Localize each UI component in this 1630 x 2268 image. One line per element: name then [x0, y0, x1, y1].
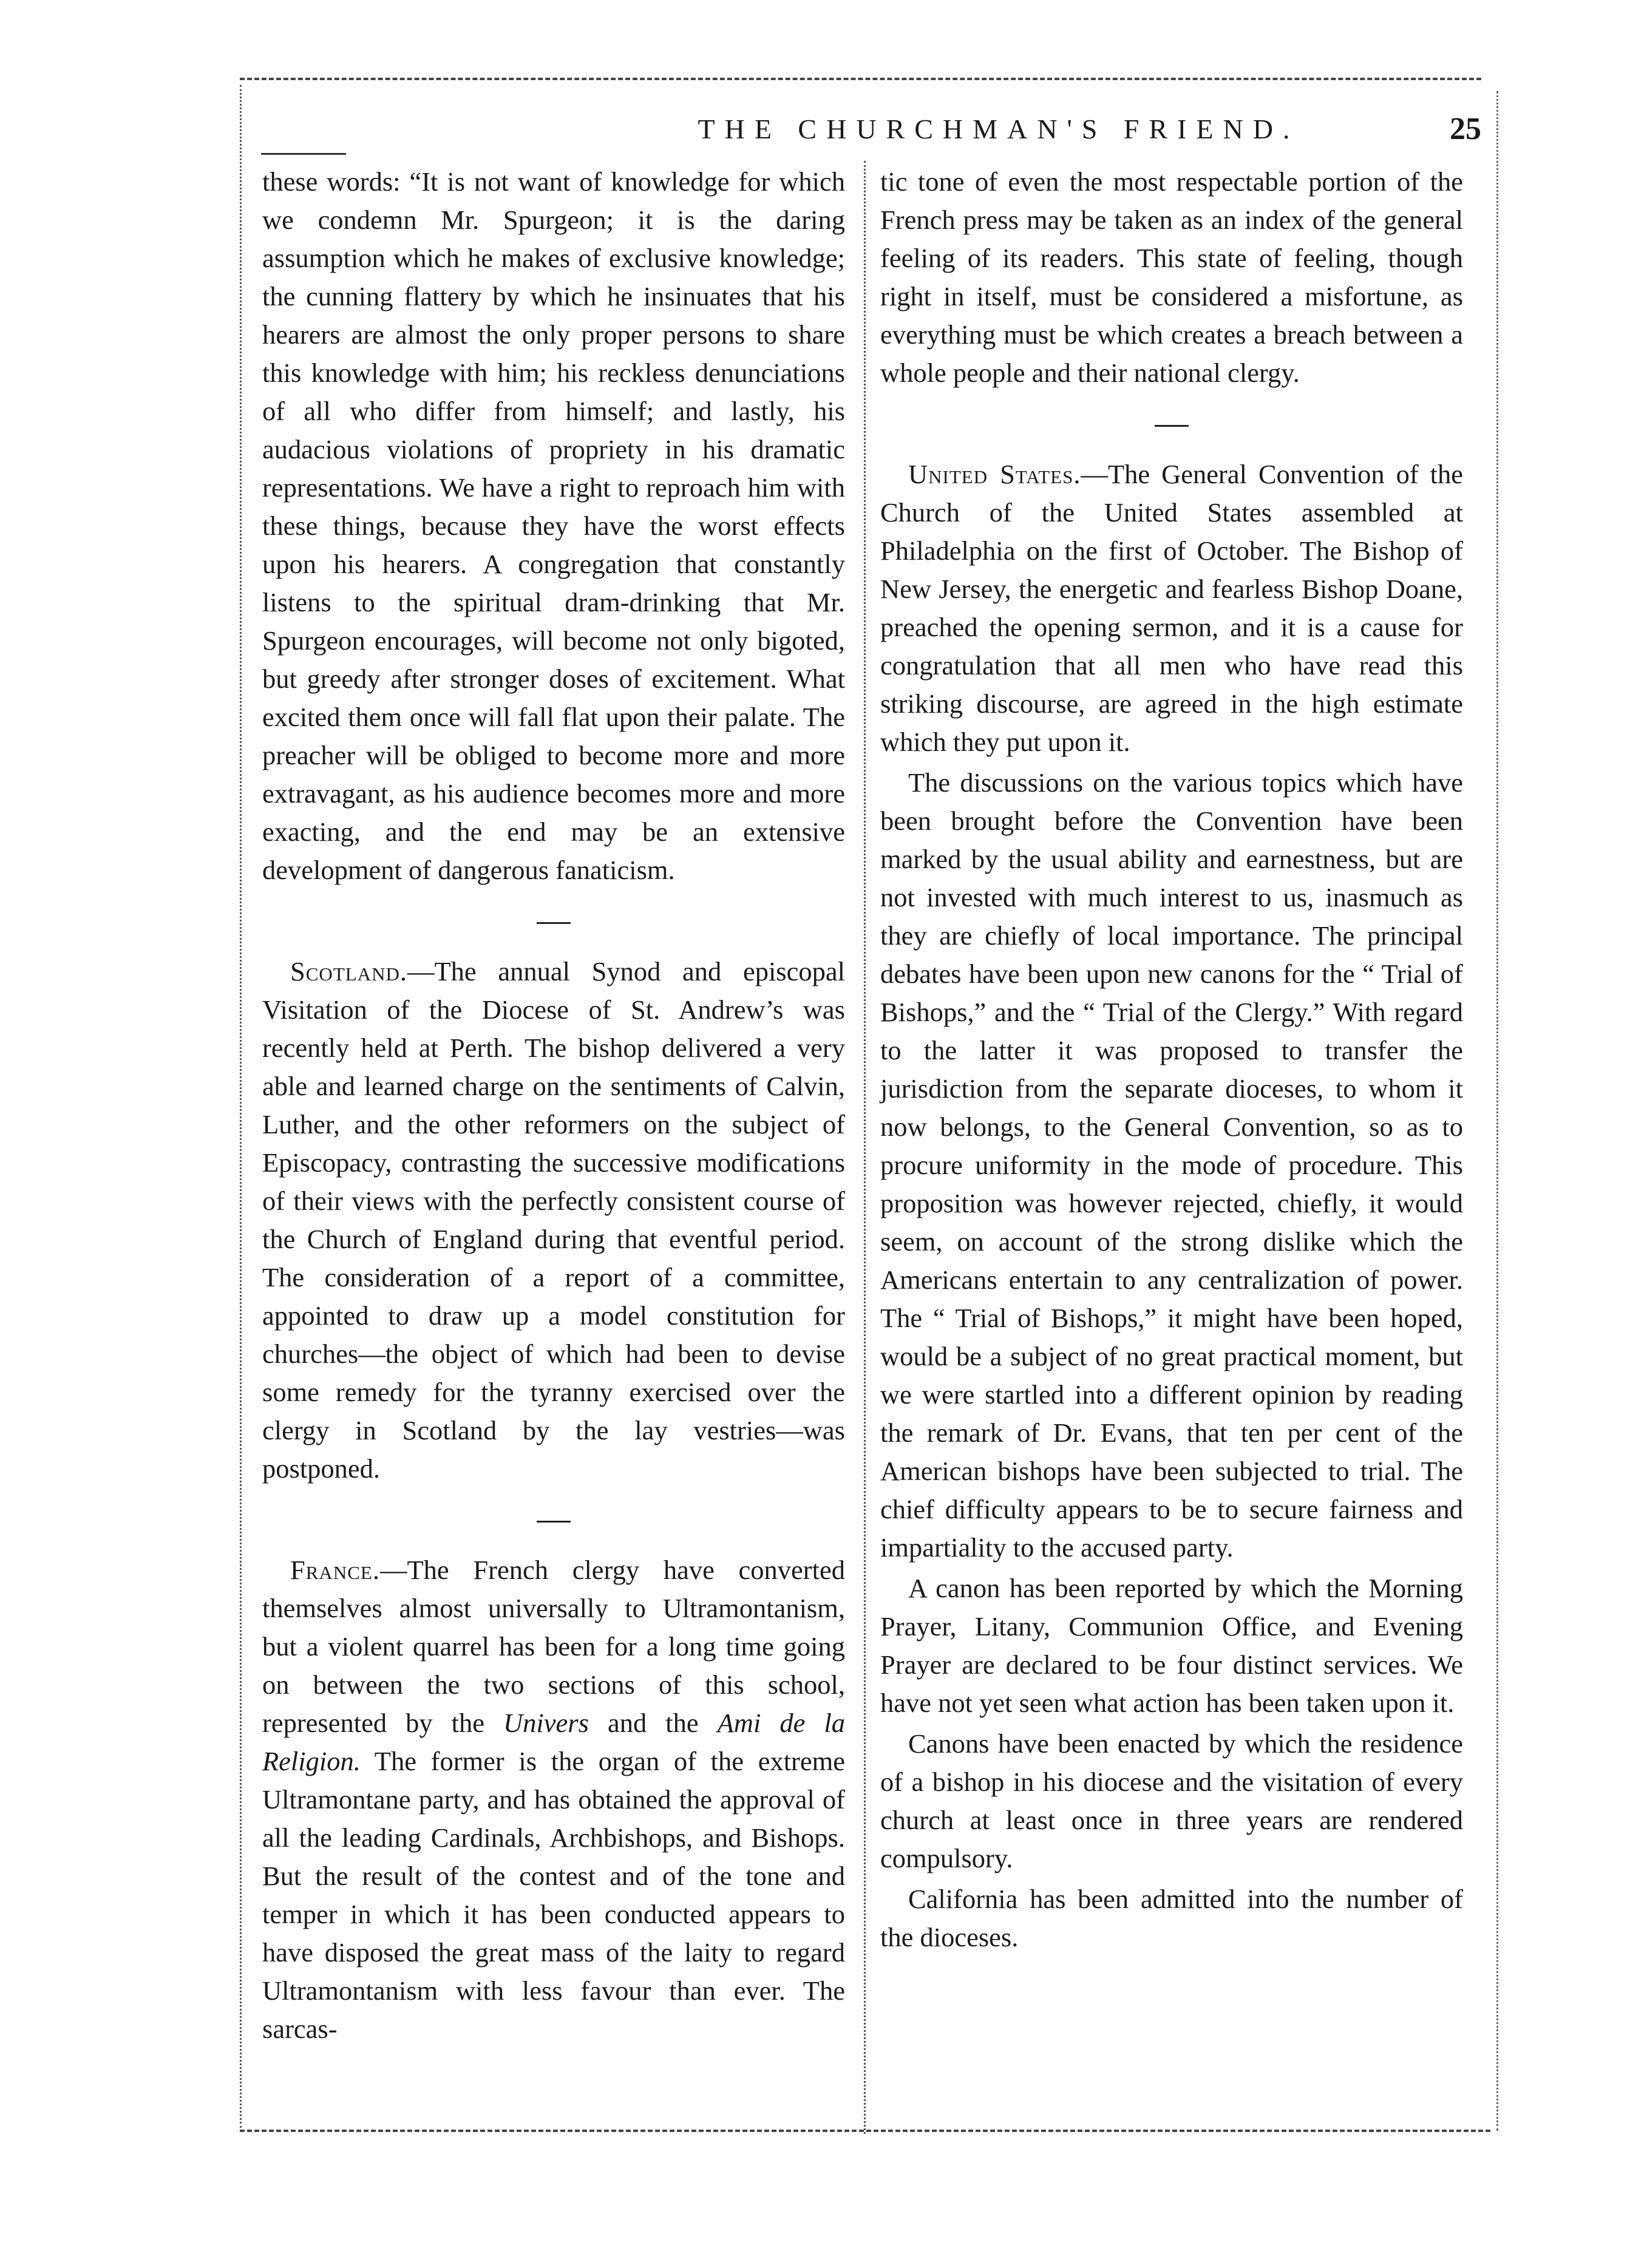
section-separator	[880, 392, 1463, 455]
header-rule	[261, 153, 346, 155]
column-divider	[864, 161, 866, 2134]
california-paragraph: California has been admitted into the number of the dioceses.	[880, 1884, 1463, 1952]
separator-rule	[1155, 425, 1189, 427]
france-heading: France.	[290, 1555, 380, 1585]
section-separator	[262, 889, 845, 952]
left-column	[262, 163, 845, 2048]
section-separator	[262, 1488, 845, 1551]
united-states-heading: United States.	[908, 459, 1081, 489]
france-continuation-paragraph: tic tone of even the most respectable portion of the French press may be taken as an index of the general feeling of its readers. This state of feeling, though right in itself, must be considered a misfortune, as everything must be which creates a breach between a whole people and their national clergy.	[880, 166, 1463, 388]
univers-title: Univers	[503, 1708, 589, 1738]
convention-discussions-paragraph: The discussions on the various topics which have been brought before the Convention have been marked by the usual ability and earnestness, but are not invested with much interest to us, inasmuch as they are chiefly of local importance. The principal debates have been upon new canons for the “ Trial of Bishops,” and the “ Trial of the Clergy.” With regard to the latter it was proposed to transfer the jurisdiction from the separate dioceses, to whom it now belongs, to the General Convention, so as to procure uniformity in the mode of procedure. This proposition was however rejected, chiefly, it would seem, on account of the strong dislike which the Americans entertain to any centralization of power. The “ Trial of Bishops,” it might have been hoped, would be a subject of no great practical moment, but we were startled into a different opinion by reading the remark of Dr. Evans, that ten per cent of the American bishops have been subjected to trial. The chief difficulty appears to be to secure fairness and impartiality to the accused party.	[880, 767, 1463, 1563]
running-head: THE CHURCHMAN'S FRIEND.	[698, 114, 1300, 144]
page-border-top	[240, 78, 1481, 80]
page-number: 25	[1450, 112, 1481, 146]
ami-de-la-religion-title: Ami de la Religion.	[262, 1708, 845, 1776]
page-border-right	[1496, 91, 1498, 2131]
canon-services-paragraph: A canon has been reported by which the Morning Prayer, Litany, Communion Office, and Evening Prayer are declared to be four distinct services. We have not yet seen what action has been taken upon it.	[880, 1573, 1463, 1718]
spurgeon-paragraph: these words: “It is not want of knowledge for which we condemn Mr. Spurgeon; it is the daring assumption which he makes of exclusive knowledge; the cunning flattery by which he insinuates that his hearers are almost the only proper persons to share this knowledge with him; his reckless denunciations of all who differ from himself; and lastly, his audacious violations of propriety in his dramatic representations. We have a right to reproach him with these things, because they have the worst effects upon his hearers. A congregation that constantly listens to the spiritual dram-drinking that Mr. Spurgeon encourages, will become not only bigoted, but greedy after stronger doses of excitement. What excited them once will fall flat upon their palate. The preacher will be obliged to become more and more extravagant, as his audience becomes more and more exacting, and the end may be an extensive development of dangerous fanaticism.	[262, 166, 845, 885]
united-states-body: —The General Convention of the Church of the United States assembled at Philadelphia on the first of October. The Bishop of New Jersey, the energetic and fearless Bishop Doane, preached the opening sermon, and it is a cause for congratulation that all men who have read this striking discourse, are agreed in the high estimate which they put upon it.	[880, 459, 1463, 757]
page-border-left	[240, 85, 242, 2128]
page-header	[261, 108, 1481, 157]
separator-rule	[537, 922, 571, 924]
france-conjunction: and the	[588, 1708, 718, 1738]
separator-rule	[537, 1521, 571, 1523]
scotland-heading: Scotland.	[290, 956, 407, 986]
united-states-paragraph	[880, 455, 1463, 761]
canon-residence-paragraph: Canons have been enacted by which the residence of a bishop in his diocese and the visitation of every church at least once in three years are rendered compulsory.	[880, 1728, 1463, 1873]
france-body-start: —The French clergy have converted themselves almost universally to Ultramontanism, but a violent quarrel has been for a long time going on between the two sections of this school, represented by the	[262, 1555, 845, 1738]
scotland-paragraph	[262, 952, 845, 1488]
right-column	[880, 163, 1463, 1957]
france-body-end: The former is the organ of the extreme Ultramontane party, and has obtained the approval of all the leading Cardinals, Archbishops, and Bishops. But the result of the contest and of the tone and temper in which it has been conducted appears to have disposed the great mass of the laity to regard Ultramontanism with less favour than ever. The sarcas-	[262, 1746, 845, 2044]
france-paragraph	[262, 1551, 845, 2048]
scotland-body: —The annual Synod and episcopal Visitation of the Diocese of St. Andrew’s was recently held at Perth. The bishop delivered a very able and learned charge on the sentiments of Calvin, Luther, and the other reformers on the subject of Episcopacy, contrasting the successive modifications of their views with the perfectly consistent course of the Church of England during that eventful period. The consideration of a report of a committee, appointed to draw up a model constitution for churches—the object of which had been to devise some remedy for the tyranny exercised over the clergy in Scotland by the lay vestries—was postponed.	[262, 956, 845, 1484]
